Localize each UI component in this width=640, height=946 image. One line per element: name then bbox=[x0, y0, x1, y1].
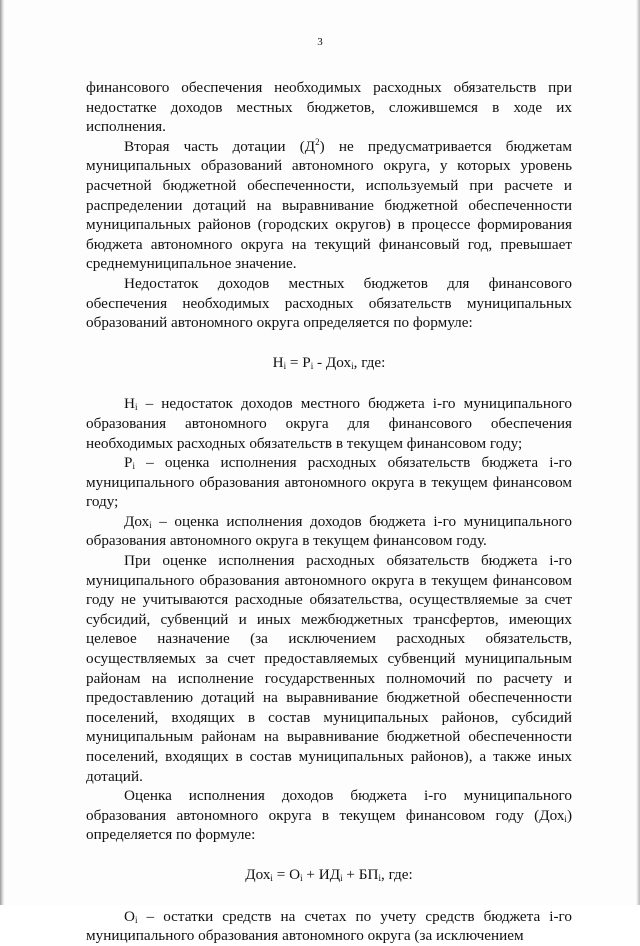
document-body bbox=[86, 78, 572, 946]
subscript: i bbox=[351, 360, 354, 371]
subscript: i bbox=[270, 872, 273, 883]
paragraph: $Р_i$ – оценка исполнения расходных обязательств бюджета i-го муниципального образования автономного округа в текущем финансовом году; bbox=[86, 454, 572, 511]
subscript: i bbox=[134, 402, 138, 413]
formula: $Дох_i = О_i + ИД_i + БП_i$, где: bbox=[245, 865, 413, 883]
formula: $Н_i = Р_i - Дох_i$, где: bbox=[272, 353, 386, 371]
paragraph: Вторая часть дотации $(Д^2)$ не предусматривается бюджетам муниципальных образований автономного округа, у которых уровень расчетной бюджетной обеспеченности, используемый при расчете и распределении дотаций на выравнивание бюджетной обеспеченности муниципальных районов (городских округов) в процессе формирования бюджета автономного округа на текущий финансовый год, превышает среднемуниципальное значение. bbox=[86, 136, 573, 273]
superscript: 2 bbox=[315, 136, 320, 147]
subscript: i bbox=[378, 872, 381, 883]
subscript: i bbox=[310, 360, 314, 371]
subscript: i bbox=[340, 872, 343, 883]
subscript: i bbox=[564, 813, 567, 824]
paragraph: $Н_i$ – недостаток доходов местного бюджета i-го муниципального образования автономного округа для финансового обеспечения необходимых расходных обязательств в текущем финансовом году; bbox=[86, 395, 572, 452]
subscript: i bbox=[134, 914, 138, 925]
paragraph: финансового обеспечения необходимых расходных обязательств при недостатке доходов местных бюджетов, сложившемся в ходе их исполнения. bbox=[86, 79, 572, 136]
paragraph: $О_i$ – остатки средств на счетах по учету средств бюджета i-го муниципального образования автономного округа (за исключением bbox=[86, 907, 572, 945]
paragraph: Недостаток доходов местных бюджетов для финансового обеспечения необходимых расходных обязательств муниципальных образований автономного округа определяется по формуле: bbox=[86, 274, 572, 332]
paragraph: Дох$_i$ – оценка исполнения доходов бюджета i-го муниципального образования автономного округа в текущем финансовом году. bbox=[86, 512, 572, 550]
page-number: 3 bbox=[317, 36, 323, 48]
scan-edge-left bbox=[0, 0, 5, 905]
scan-edge-right bbox=[636, 0, 640, 905]
paragraph: При оценке исполнения расходных обязательств бюджета i-го муниципального образования автономного округа в текущем финансовом году не учитываются расходные обязательства, осуществляемые за счет субсидий, субвенций и иных межбюджетных трансфертов, имеющих целевое назначение (за исключением расходных обязательств, осуществляемых за счет предоставляемых субвенций муниципальным районам на исполнение государственных полномочий по расчету и предоставлению дотаций на выравнивание бюджетной обеспеченности поселений, входящих в состав муниципальных районов, субсидий муниципальным районам на выравнивание бюджетной обеспеченности поселений, входящих в состав муниципальных районов), а также иных дотаций. bbox=[86, 552, 572, 785]
subscript: i bbox=[283, 360, 287, 371]
subscript: i bbox=[300, 872, 303, 883]
paragraph: Оценка исполнения доходов бюджета i-го муниципального образования автономного округа в текущем финансовом году (Дох$_i$) определяется по формуле: bbox=[86, 787, 572, 844]
subscript: i bbox=[149, 519, 152, 530]
subscript: i bbox=[132, 461, 135, 472]
